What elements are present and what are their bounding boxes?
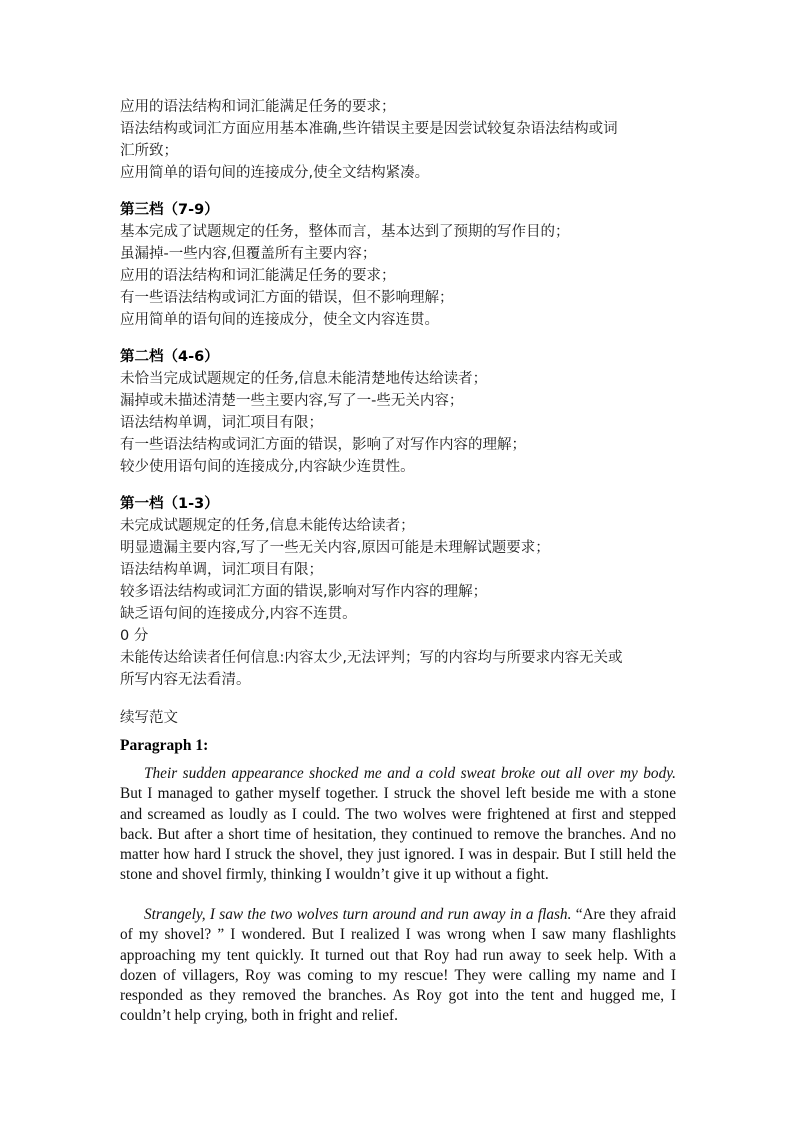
criteria-line: 较少使用语句间的连接成分,内容缺少连贯性。 bbox=[120, 459, 415, 475]
grade-3-heading: 第三档（7-9） bbox=[120, 202, 219, 218]
criteria-line: 汇所致； bbox=[120, 143, 178, 159]
criteria-line: 基本完成了试题规定的任务，整体而言，基本达到了预期的写作目的； bbox=[120, 224, 570, 240]
criteria-line: 缺乏语句间的连接成分,内容不连贯。 bbox=[120, 606, 357, 622]
criteria-line: 漏掉或未描述清楚一些主要内容,写了一-些无关内容； bbox=[120, 393, 464, 409]
criteria-line: 有一些语法结构或词汇方面的错误，但不影响理解； bbox=[120, 290, 454, 306]
grade-2-heading: 第二档（4-6） bbox=[120, 349, 219, 365]
criteria-line: 应用的语法结构和词汇能满足任务的要求； bbox=[120, 99, 396, 115]
paragraph-1-label: Paragraph 1: bbox=[120, 737, 209, 754]
criteria-line: 虽漏掉-一些内容,但覆盖所有主要内容； bbox=[120, 246, 377, 262]
criteria-line: 应用的语法结构和词汇能满足任务的要求； bbox=[120, 268, 396, 284]
criteria-line: 应用简单的语句间的连接成分,使全文结构紧凑。 bbox=[120, 165, 430, 181]
criteria-line: 未完成试题规定的任务,信息未能传达给读者； bbox=[120, 518, 415, 534]
criteria-line: 未恰当完成试题规定的任务,信息未能清楚地传达给读者； bbox=[120, 371, 488, 387]
paragraph-2-opening-sentence: Strangely, I saw the two wolves turn around and run away in a flash. bbox=[144, 906, 572, 923]
paragraph-2-body: “Are they afraid of my shovel? ” I wondered. But I realized I was wrong when I saw many flashlights approaching my tent quickly. It turned out that Roy had run away to seek help. With a dozen of villagers, Roy was coming to my rescue! They were calling my name and I responded as they removed the branches. As Roy got into the tent and hugged me, I couldn’t help crying, both in fright and relief. bbox=[120, 906, 677, 1025]
paragraph-1-opening-sentence: Their sudden appearance shocked me and a cold sweat broke out all over my body. bbox=[144, 765, 676, 782]
criteria-line: 应用简单的语句间的连接成分，使全文内容连贯。 bbox=[120, 312, 439, 328]
sample-essay-heading: 续写范文 bbox=[120, 710, 178, 726]
criteria-line: 所写内容无法看清。 bbox=[120, 672, 251, 688]
grade-1-heading: 第一档（1-3） bbox=[120, 496, 219, 512]
criteria-line: 语法结构单调，词汇项目有限； bbox=[120, 415, 323, 431]
criteria-line: 未能传达给读者任何信息:内容太少,无法评判；写的内容均与所要求内容无关或 bbox=[120, 650, 623, 666]
criteria-line: 明显遗漏主要内容,写了一些无关内容,原因可能是未理解试题要求； bbox=[120, 540, 550, 556]
grade-0-heading: 0 分 bbox=[120, 628, 149, 644]
criteria-line: 有一些语法结构或词汇方面的错误，影响了对写作内容的理解； bbox=[120, 437, 526, 453]
criteria-line: 语法结构单调，词汇项目有限； bbox=[120, 562, 323, 578]
criteria-line: 较多语法结构或词汇方面的错误,影响对写作内容的理解； bbox=[120, 584, 488, 600]
paragraph-1-body: But I managed to gather myself together. I struck the shovel left beside me with a stone and screamed as loudly as I could. The two wolves were frightened at first and stepped back. But after a short time of hesitation, they continued to remove the branches. And no matter how hard I struck the shovel, they just ignored. I was in despair. But I still held the stone and shovel firmly, thinking I wouldn’t give it up without a fight. bbox=[120, 785, 676, 884]
essay-paragraph-1 bbox=[120, 764, 676, 886]
criteria-line: 语法结构或词汇方面应用基本准确,些许错误主要是因尝试较复杂语法结构或词 bbox=[120, 121, 618, 137]
essay-paragraph-2 bbox=[120, 905, 676, 1027]
